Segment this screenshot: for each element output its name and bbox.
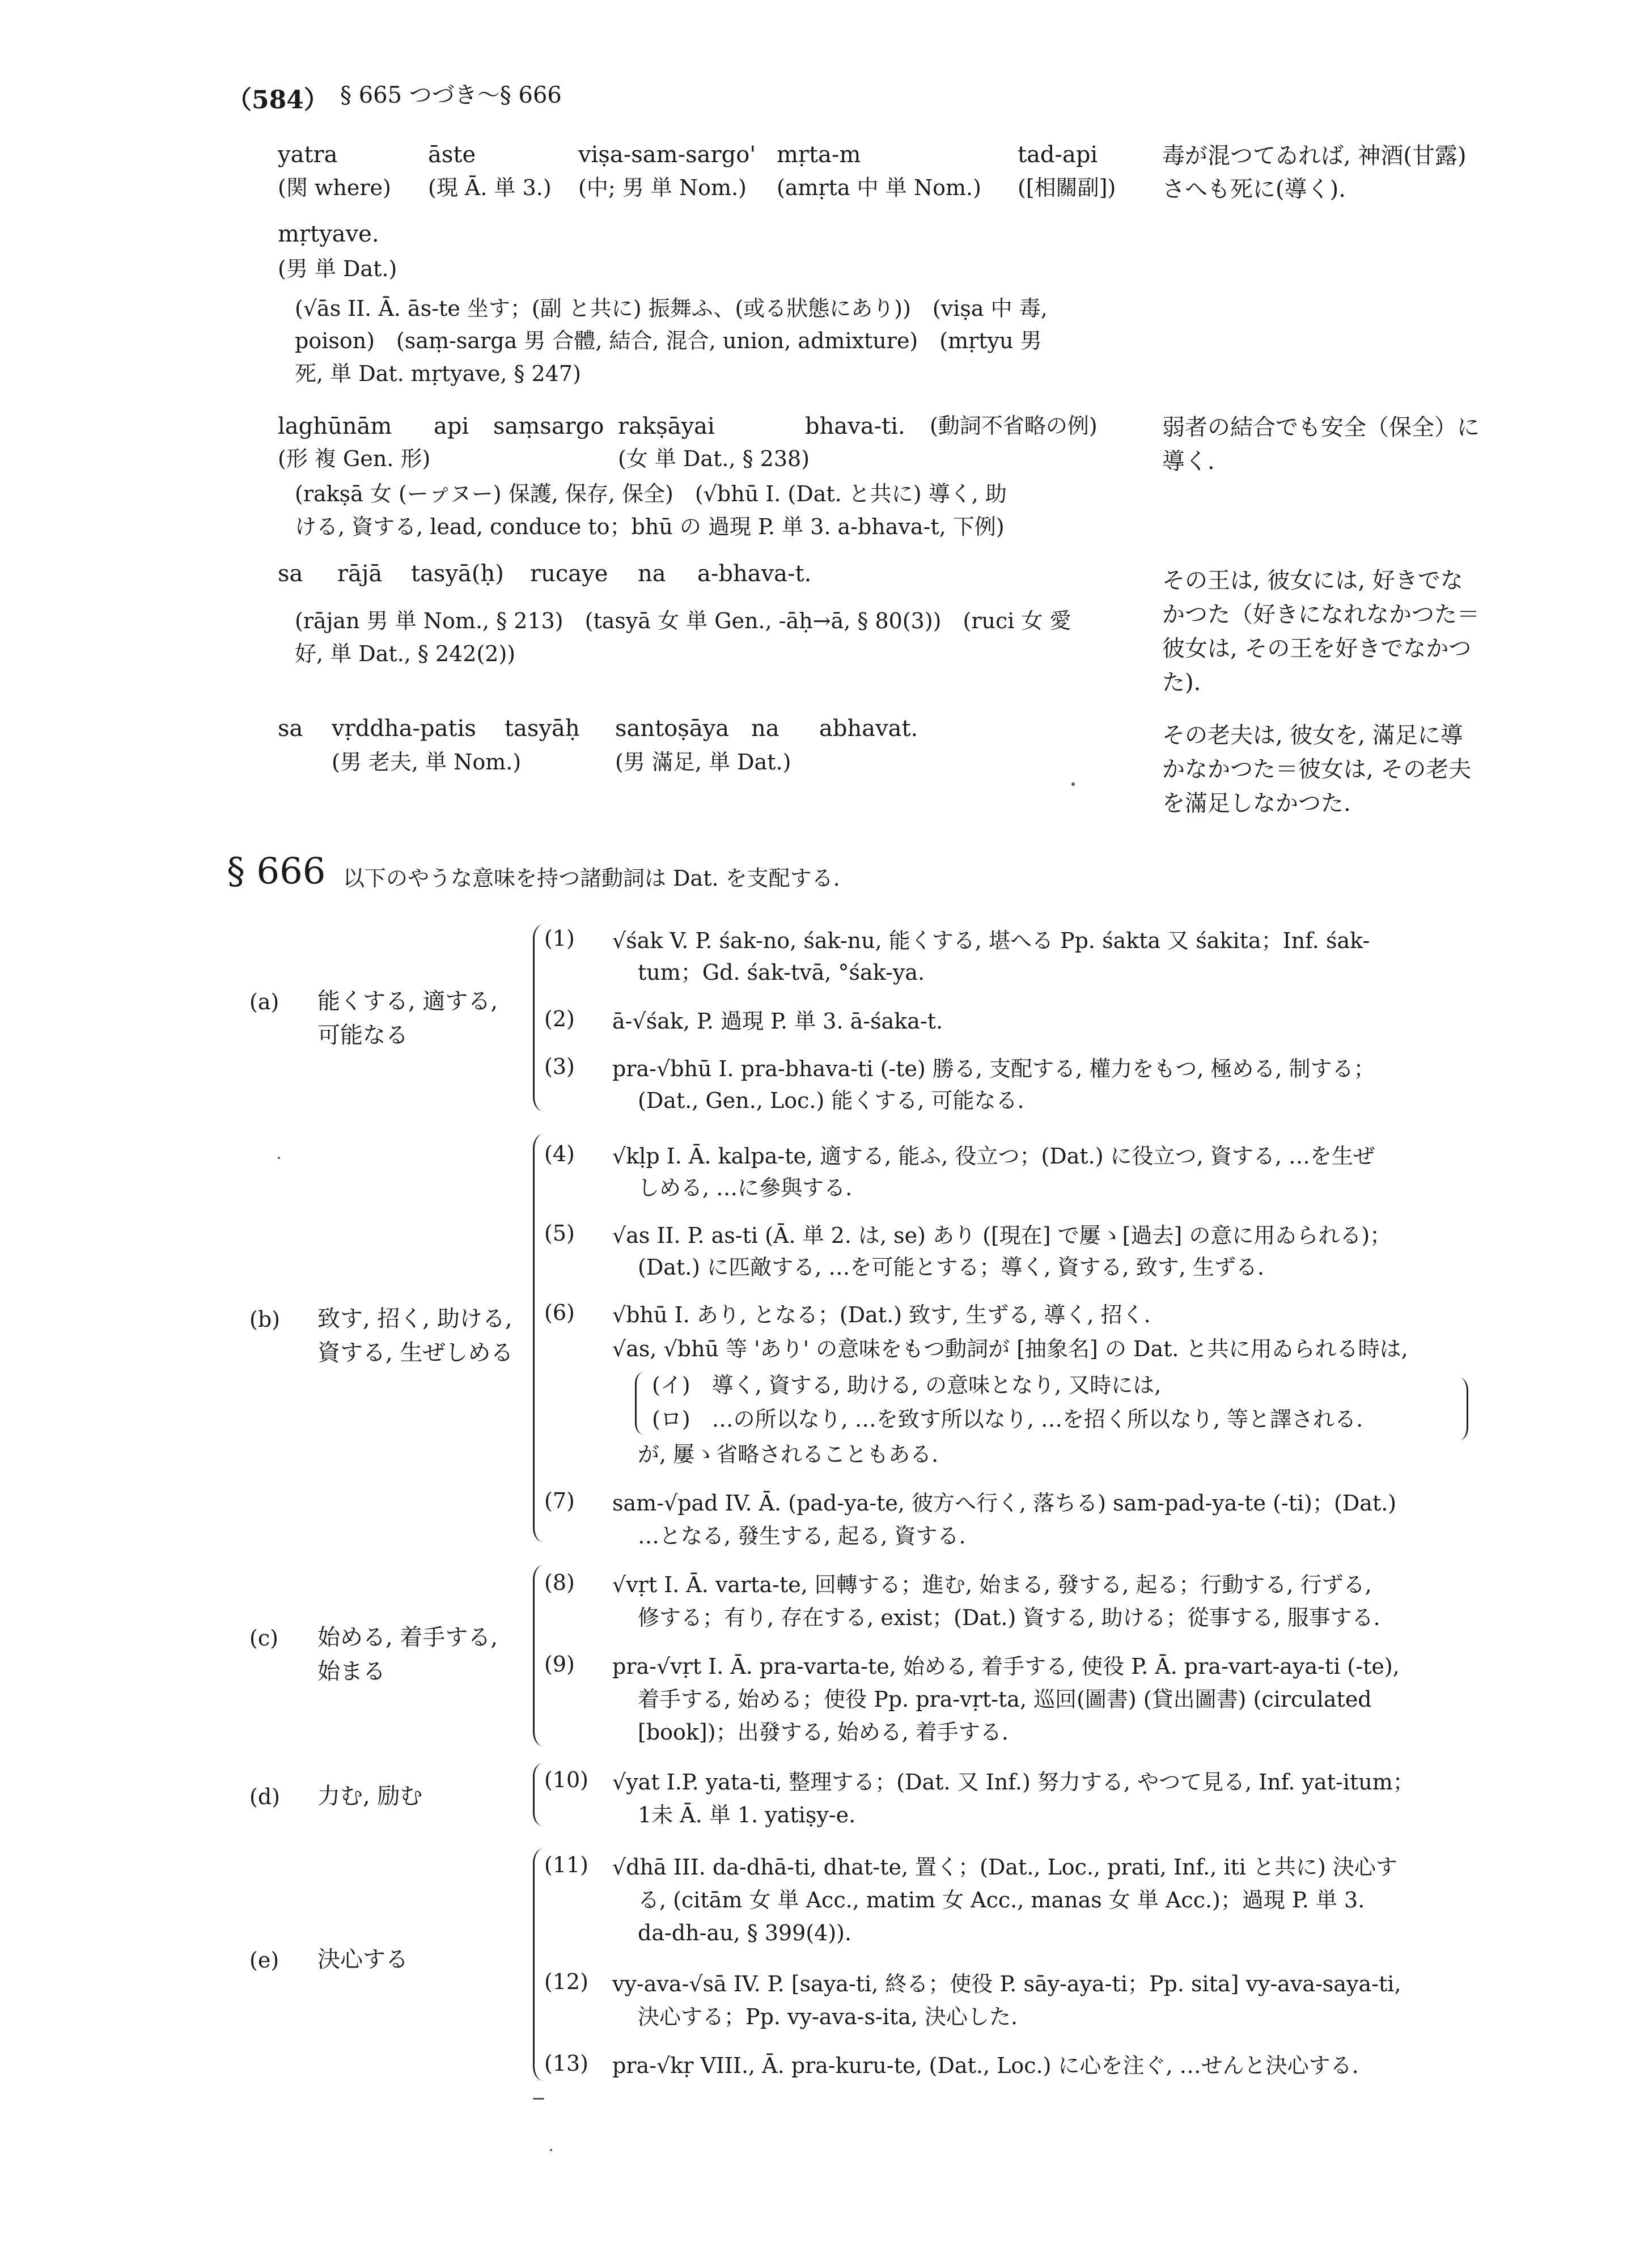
entry-line: 1未 Ā. 単 1. yatiṣy-e. — [638, 1802, 856, 1827]
sanskrit-word: bhava-ti. — [805, 413, 905, 439]
entry-line: √yat I.P. yata-ti, 整理する；(Dat. 又 Inf.) 努力する, やつて見る, Inf. yat-itum； — [612, 1770, 1414, 1795]
sanskrit-word: tad-api — [1018, 142, 1098, 168]
gloss: (中; 男 単 Nom.) — [578, 175, 747, 200]
entry-line: (Dat.) に匹敵する, …を可能とする；導く, 資する, 致す, 生ずる. — [638, 1255, 1264, 1280]
sanskrit-word: rakṣāyai — [618, 413, 715, 439]
section-number: § 666 — [227, 850, 326, 892]
scan-speck — [278, 1157, 280, 1159]
sanskrit-word: viṣa-sam-sargo' — [578, 142, 756, 168]
entry-line: √as II. P. as-ti (Ā. 単 2. は, se) あり ([現在] で屢ゝ[過去] の意に用ゐられる)； — [612, 1223, 1392, 1248]
sanskrit-word: a-bhava-t. — [697, 561, 812, 587]
group-meaning: 致す, 招く, 助ける, — [317, 1306, 512, 1332]
entry-line: (Dat., Gen., Loc.) 能くする, 可能なる. — [638, 1088, 1024, 1113]
scan-speck — [533, 2098, 544, 2100]
entry-line: …となる, 發生する, 起る, 資する. — [638, 1524, 966, 1548]
entry-line: 着手する, 始める；使役 Pp. pra-vṛt-ta, 巡回(圖書) (貸出圖書) (circulated — [638, 1687, 1372, 1712]
entry-line: る, (citām 女 単 Acc., matim 女 Acc., manas 女 単 Acc.)；過現 P. 単 3. — [638, 1888, 1365, 1912]
section-title: 以下のやうな意味を持つ諸動詞は Dat. を支配する. — [343, 866, 840, 891]
gloss: (男 滿足, 単 Dat.) — [615, 750, 791, 775]
group-meaning: 能くする, 適する, — [317, 988, 498, 1014]
sanskrit-word: rucaye — [530, 561, 608, 587]
group-brace-d — [533, 1763, 543, 1826]
entry-line: √bhū I. あり, となる；(Dat.) 致す, 生ずる, 導く, 招く. — [612, 1302, 1151, 1327]
header-title: § 665 つづき～§ 666 — [340, 82, 562, 108]
entry-line: sam-√pad IV. Ā. (pad-ya-te, 彼方へ行く, 落ちる) sam-pad-ya-te (-ti)；(Dat.) — [612, 1491, 1397, 1516]
entry-number: (7) — [544, 1488, 575, 1513]
group-label: (a) — [249, 989, 279, 1014]
entry-line: tum；Gd. śak-tvā, °śak-ya. — [638, 960, 925, 985]
entry-number: (12) — [544, 1969, 589, 1994]
note-line: (rakṣā 女 (ーㇷ゚ヌー) 保護, 保存, 保全) (√bhū I. (Dat. と共に) 導く, 助 — [295, 481, 1007, 506]
gloss: (女 単 Dat., § 238) — [618, 446, 810, 471]
translation-line: かつた（好きになれなかつた＝ — [1162, 602, 1480, 628]
entry-subline: (イ) 導く, 資する, 助ける, の意味となり, 又時には, — [652, 1373, 1162, 1398]
note-line: (√ās II. Ā. ās-te 坐す；(副 と共に) 振舞ふ、(或る狀態にあり)) (viṣa 中 毒, — [295, 296, 1048, 321]
group-brace-a — [533, 924, 544, 1111]
entry-line: [book])；出發する, 始める, 着手する. — [638, 1720, 1009, 1745]
sanskrit-word: sa — [278, 561, 303, 587]
gloss: (関 where) — [278, 175, 391, 200]
group-meaning: 可能なる — [317, 1022, 408, 1048]
entry-number: (6) — [544, 1300, 575, 1325]
group-meaning: 決心する — [317, 1947, 408, 1973]
scan-speck — [1071, 782, 1075, 786]
translation-line: 導く. — [1162, 448, 1215, 475]
group-meaning: 力む, 励む — [317, 1783, 423, 1809]
entry-line: pra-√bhū I. pra-bhava-ti (-te) 勝る, 支配する, 權力をもつ, 極める, 制する； — [612, 1056, 1375, 1081]
sanskrit-word: tasyāḥ — [505, 716, 580, 742]
translation-line: その王は, 彼女には, 好きでな — [1162, 568, 1463, 594]
gloss: ([相關副]) — [1018, 175, 1116, 200]
entry-number: (11) — [544, 1852, 589, 1877]
gloss: (男 老夫, 単 Nom.) — [332, 750, 522, 775]
group-brace-e — [533, 1848, 544, 2081]
sanskrit-word: sa — [278, 716, 303, 742]
entry-line: √śak V. P. śak-no, śak-nu, 能くする, 堪へる Pp. śakta 又 śakita；Inf. śak- — [612, 928, 1370, 953]
group-label: (c) — [249, 1626, 278, 1651]
sanskrit-word: santoṣāya — [615, 716, 730, 742]
entry-line: ā-√śak, P. 過現 P. 単 3. ā-śaka-t. — [612, 1009, 943, 1034]
note-line: ける, 資する, lead, conduce to；bhū の 過現 P. 単 3. a-bhava-t, 下例) — [295, 514, 1005, 539]
group-meaning: 始める, 着手する, — [317, 1624, 498, 1651]
page-number: （584） — [227, 86, 329, 115]
entry-number: (2) — [544, 1006, 575, 1031]
entry-line: が, 屢ゝ省略されることもある. — [638, 1442, 939, 1467]
entry-line: vy-ava-√sā IV. P. [saya-ti, 終る；使役 P. sāy-aya-ti；Pp. sita] vy-ava-saya-ti, — [612, 1971, 1401, 1996]
translation-line: た). — [1162, 670, 1201, 696]
group-meaning: 資する, 生ぜしめる — [317, 1340, 514, 1366]
gloss: (現 Ā. 単 3.) — [428, 175, 552, 200]
entry-line: √kḷp I. Ā. kalpa-te, 適する, 能ふ, 役立つ；(Dat.) に役立つ, 資する, …を生ぜ — [612, 1144, 1375, 1169]
entry-line: da-dh-au, § 399(4)). — [638, 1920, 852, 1945]
sanskrit-word: laghūnām — [278, 413, 392, 439]
entry-number: (4) — [544, 1141, 575, 1166]
remark: (動詞不省略の例) — [930, 413, 1098, 438]
translation-line: さへも死に(導く). — [1162, 176, 1346, 202]
note-line: (rājan 男 単 Nom., § 213) (tasyā 女 単 Gen., -āḥ→ā, § 80(3)) (ruci 女 愛 — [295, 608, 1071, 633]
translation-line: 毒が混つてゐれば, 神酒(甘露) — [1162, 143, 1467, 169]
entry-line: pra-√vṛt I. Ā. pra-varta-te, 始める, 着手する, 使役 P. Ā. pra-vart-aya-ti (-te), — [612, 1654, 1400, 1679]
group-label: (b) — [249, 1307, 280, 1332]
sanskrit-word: mṛta-m — [777, 142, 861, 168]
entry-subline: (ロ) …の所以なり, …を致す所以なり, …を招く所以なり, 等と譯される. — [652, 1407, 1363, 1432]
entry-line: pra-√kṛ VIII., Ā. pra-kuru-te, (Dat., Loc.) に心を注ぐ, …せんと決心する. — [612, 2053, 1359, 2078]
gloss: (形 複 Gen. 形) — [278, 446, 431, 471]
sanskrit-word: yatra — [278, 142, 338, 168]
translation-line: 彼女は, その王を好きでなかつ — [1162, 636, 1472, 662]
translation-line: を滿足しなかつた. — [1162, 790, 1351, 816]
entry-number: (3) — [544, 1054, 575, 1079]
sanskrit-word: āste — [428, 142, 476, 168]
translation-line: かなかつた＝彼女は, その老夫 — [1162, 756, 1472, 782]
note-line: 好, 単 Dat., § 242(2)) — [295, 641, 516, 666]
sanskrit-word: vṛddha-patis — [332, 716, 476, 742]
gloss: (amṛta 中 単 Nom.) — [777, 175, 981, 200]
entry-number: (13) — [544, 2051, 589, 2076]
group-brace-c — [533, 1565, 544, 1746]
note-line: 死, 単 Dat. mṛtyave, § 247) — [295, 361, 581, 386]
sanskrit-word: tasyā(ḥ) — [411, 561, 504, 587]
sanskrit-word: mṛtyave. — [278, 221, 379, 247]
sanskrit-word: api — [434, 413, 469, 439]
note-line: poison) (saṃ-sarga 男 合體, 結合, 混合, union, admixture) (mṛtyu 男 — [295, 328, 1042, 353]
translation-line: 弱者の結合でも安全（保全）に — [1162, 414, 1480, 441]
sanskrit-word: abhavat. — [819, 716, 918, 742]
sanskrit-word: na — [751, 716, 779, 742]
entry-line: √as, √bhū 等 'あり' の意味をもつ動詞が [抽象名] の Dat. と共に用ゐられる時は, — [612, 1336, 1408, 1361]
scan-speck — [550, 2149, 552, 2151]
entry-number: (8) — [544, 1570, 575, 1595]
inner-left-brace — [635, 1372, 643, 1435]
sanskrit-word: saṃsargo — [493, 413, 604, 439]
entry-number: (5) — [544, 1221, 575, 1246]
sanskrit-word: na — [638, 561, 666, 587]
entry-line: しめる, …に參與する. — [638, 1175, 853, 1200]
entry-line: √vṛt I. Ā. varta-te, 回轉する；進む, 始まる, 發する, 起る；行動する, 行ずる, — [612, 1572, 1372, 1597]
group-meaning: 始まる — [317, 1658, 385, 1685]
entry-number: (9) — [544, 1652, 575, 1677]
gloss: (男 単 Dat.) — [278, 256, 397, 281]
group-brace-b — [533, 1134, 544, 1542]
entry-line: 修する；有り, 存在する, exist；(Dat.) 資する, 助ける；從事する, 服事する. — [638, 1605, 1380, 1630]
entry-number: (1) — [544, 926, 575, 951]
entry-line: 決心する；Pp. vy-ava-s-ita, 決心した. — [638, 2004, 1018, 2029]
inner-right-brace — [1460, 1378, 1468, 1440]
translation-line: その老夫は, 彼女を, 滿足に導 — [1162, 722, 1463, 748]
sanskrit-word: rājā — [337, 561, 383, 587]
group-label: (d) — [249, 1784, 280, 1809]
entry-number: (10) — [544, 1767, 589, 1792]
group-label: (e) — [249, 1948, 279, 1973]
entry-line: √dhā III. da-dhā-ti, dhat-te, 置く；(Dat., Loc., prati, Inf., iti と共に) 決心す — [612, 1855, 1397, 1880]
